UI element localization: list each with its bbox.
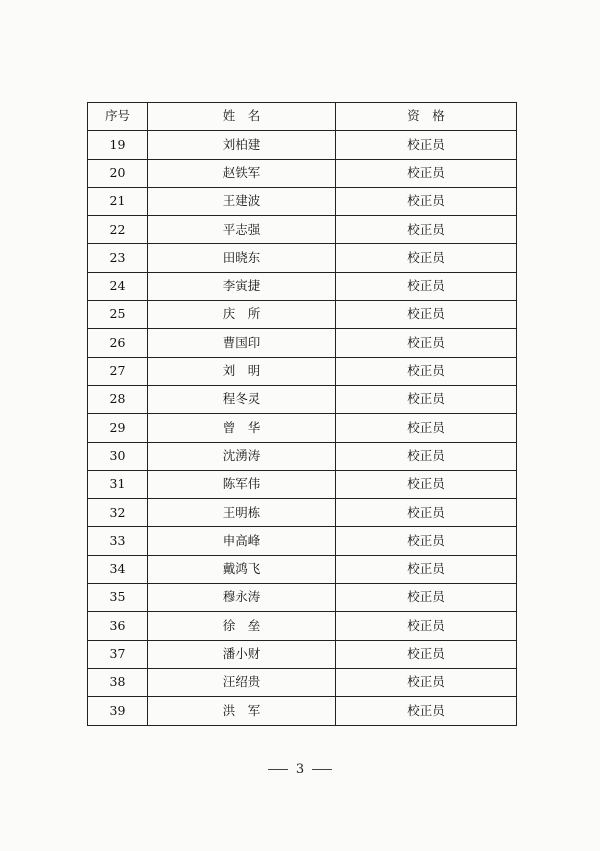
cell-qualification: 校正员	[336, 329, 517, 357]
cell-name: 庆 所	[148, 301, 336, 329]
table-row	[88, 612, 517, 640]
table-row	[88, 470, 517, 498]
cell-qualification: 校正员	[336, 442, 517, 470]
table-row	[88, 131, 517, 159]
header-qualification: 资 格	[336, 103, 517, 131]
cell-qualification: 校正员	[336, 697, 517, 725]
cell-name: 戴鸿飞	[148, 555, 336, 583]
cell-number: 20	[88, 159, 148, 187]
cell-name: 王建波	[148, 187, 336, 215]
table-row	[88, 697, 517, 725]
cell-qualification: 校正员	[336, 470, 517, 498]
cell-number: 19	[88, 131, 148, 159]
cell-number: 34	[88, 555, 148, 583]
cell-name: 赵铁军	[148, 159, 336, 187]
cell-number: 26	[88, 329, 148, 357]
cell-qualification: 校正员	[336, 272, 517, 300]
cell-name: 田晓东	[148, 244, 336, 272]
roster-table	[87, 102, 517, 726]
cell-number: 33	[88, 527, 148, 555]
cell-qualification: 校正员	[336, 216, 517, 244]
cell-number: 36	[88, 612, 148, 640]
roster-body	[88, 131, 517, 725]
cell-name: 平志强	[148, 216, 336, 244]
table-row	[88, 385, 517, 413]
cell-number: 32	[88, 499, 148, 527]
table-row	[88, 668, 517, 696]
table-row	[88, 187, 517, 215]
cell-name: 申高峰	[148, 527, 336, 555]
table-row	[88, 244, 517, 272]
cell-name: 洪 军	[148, 697, 336, 725]
cell-number: 22	[88, 216, 148, 244]
cell-qualification: 校正员	[336, 385, 517, 413]
cell-name: 陈军伟	[148, 470, 336, 498]
cell-name: 汪绍贵	[148, 668, 336, 696]
cell-name: 穆永涛	[148, 584, 336, 612]
cell-number: 29	[88, 414, 148, 442]
cell-qualification: 校正员	[336, 527, 517, 555]
cell-name: 王明栋	[148, 499, 336, 527]
cell-qualification: 校正员	[336, 159, 517, 187]
cell-name: 李寅捷	[148, 272, 336, 300]
table-row	[88, 499, 517, 527]
cell-name: 刘柏建	[148, 131, 336, 159]
cell-qualification: 校正员	[336, 668, 517, 696]
cell-qualification: 校正员	[336, 131, 517, 159]
table-row	[88, 555, 517, 583]
table-row	[88, 357, 517, 385]
table-row	[88, 584, 517, 612]
table-row	[88, 159, 517, 187]
cell-number: 28	[88, 385, 148, 413]
cell-number: 25	[88, 301, 148, 329]
cell-name: 沈湧涛	[148, 442, 336, 470]
table-header-row	[88, 103, 517, 131]
header-name: 姓 名	[148, 103, 336, 131]
table-row	[88, 272, 517, 300]
cell-number: 30	[88, 442, 148, 470]
cell-qualification: 校正员	[336, 357, 517, 385]
cell-number: 35	[88, 584, 148, 612]
cell-name: 曹国印	[148, 329, 336, 357]
cell-qualification: 校正员	[336, 187, 517, 215]
cell-qualification: 校正员	[336, 555, 517, 583]
cell-number: 27	[88, 357, 148, 385]
table-row	[88, 442, 517, 470]
cell-number: 31	[88, 470, 148, 498]
header-number: 序号	[88, 103, 148, 131]
cell-qualification: 校正员	[336, 612, 517, 640]
cell-number: 21	[88, 187, 148, 215]
table-row	[88, 414, 517, 442]
cell-number: 37	[88, 640, 148, 668]
cell-name: 徐 垒	[148, 612, 336, 640]
cell-number: 38	[88, 668, 148, 696]
cell-number: 24	[88, 272, 148, 300]
cell-qualification: 校正员	[336, 301, 517, 329]
cell-qualification: 校正员	[336, 584, 517, 612]
cell-qualification: 校正员	[336, 640, 517, 668]
cell-number: 23	[88, 244, 148, 272]
cell-qualification: 校正员	[336, 244, 517, 272]
cell-name: 刘 明	[148, 357, 336, 385]
page-number	[0, 762, 600, 777]
cell-name: 潘小财	[148, 640, 336, 668]
table-row	[88, 527, 517, 555]
cell-name: 程冬灵	[148, 385, 336, 413]
page-number-value: 3	[295, 762, 305, 777]
table-row	[88, 640, 517, 668]
cell-qualification: 校正员	[336, 499, 517, 527]
table-row	[88, 301, 517, 329]
cell-name: 曾 华	[148, 414, 336, 442]
cell-number: 39	[88, 697, 148, 725]
cell-qualification: 校正员	[336, 414, 517, 442]
table-row	[88, 329, 517, 357]
page-number-dash-left	[268, 769, 288, 770]
table-row	[88, 216, 517, 244]
page-number-dash-right	[312, 769, 332, 770]
